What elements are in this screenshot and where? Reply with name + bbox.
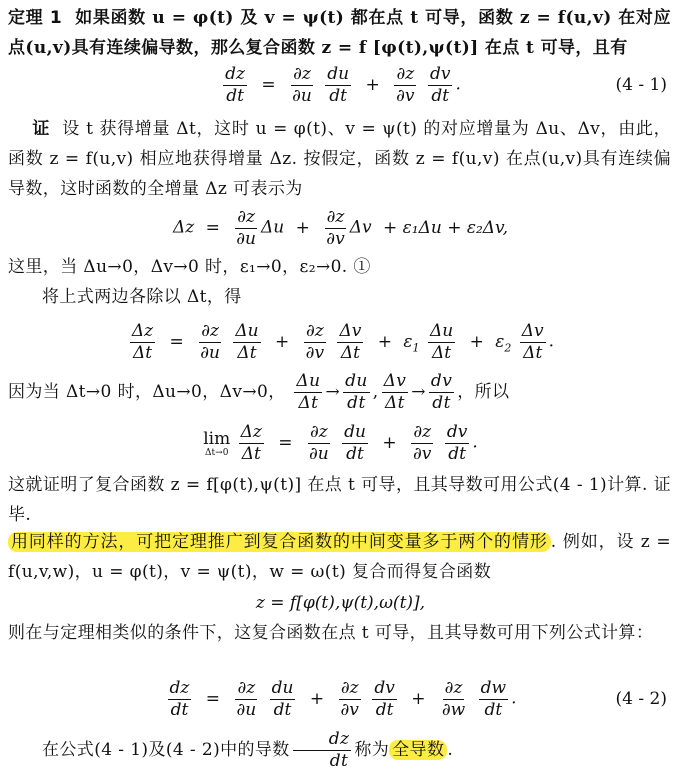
math-symbol: ∂u — [308, 443, 329, 464]
closing-paragraph: 在公式(4 - 1)及(4 - 2)中的导数 $\frac{dz}{dt}$ 称为 全导数 . — [42, 729, 454, 771]
math-symbol — [307, 423, 331, 463]
generalization-conditions: 则在与定理相类似的条件下，这复合函数在点 t 可导，且其导数可用下列公式计算： — [8, 623, 654, 643]
math-symbol: ∂z — [340, 677, 359, 698]
math-symbol: + — [377, 331, 393, 352]
math-symbol: ∂v — [305, 342, 325, 363]
math-symbol — [324, 208, 346, 248]
math-symbol: du — [271, 677, 294, 698]
math-symbol: Δt — [340, 342, 360, 363]
math-symbol — [203, 429, 230, 458]
math-symbol: dz — [169, 677, 190, 698]
math-symbol: Δu — [260, 217, 285, 238]
math-symbol — [445, 423, 470, 463]
math-symbol — [479, 679, 508, 719]
equation-number-4-2: (4 - 2) — [615, 689, 667, 709]
generalization-paragraph — [8, 527, 671, 587]
math-symbol — [130, 322, 155, 362]
math-symbol: ∂v — [413, 443, 432, 464]
math-symbol — [428, 65, 453, 105]
math-symbol: ∂u — [200, 342, 220, 363]
math-symbol: dt — [448, 443, 466, 464]
lim-subscript: Δt→0 — [205, 447, 229, 458]
math-symbol: dt — [431, 85, 450, 106]
math-symbol: dt — [329, 751, 349, 771]
math-symbol — [234, 208, 258, 248]
math-symbol: Δu — [235, 320, 259, 341]
proof-label: 证 — [32, 119, 51, 139]
math-symbol — [325, 65, 351, 105]
math-symbol: . — [548, 331, 555, 352]
math-symbol — [343, 372, 370, 412]
math-symbol: ∂v — [340, 699, 359, 720]
equation-4-1 — [0, 62, 681, 108]
math-symbol — [372, 679, 397, 719]
math-symbol — [168, 679, 192, 719]
math-symbol — [294, 372, 322, 412]
math-symbol: Δv — [349, 217, 372, 238]
math-symbol: dt — [346, 443, 364, 464]
math-symbol — [394, 65, 416, 105]
math-symbol — [428, 322, 455, 362]
math-symbol — [270, 679, 296, 719]
math-symbol: dv — [446, 421, 468, 442]
math-symbol: ∂z — [293, 63, 311, 84]
frac-total-derivative — [293, 730, 352, 770]
math-symbol: = — [261, 74, 276, 95]
math-symbol: + — [275, 331, 290, 352]
math-symbol: Δu — [296, 371, 321, 392]
equation-4-2 — [0, 675, 681, 723]
math-symbol: $\varepsilon_1$ — [403, 331, 420, 354]
math-symbol: dt — [170, 699, 189, 720]
math-symbol: ∂z — [444, 677, 463, 698]
math-symbol: lim — [203, 428, 231, 449]
math-symbol: ∂u — [236, 228, 256, 249]
proof-paragraph-2: 这里，当 Δu→0，Δv→0 时，ε₁→0，ε₂→0. ① — [8, 257, 371, 277]
math-symbol: ∂z — [237, 206, 255, 227]
math-symbol: Δt — [384, 393, 405, 413]
math-symbol: ∂v — [326, 228, 345, 249]
math-symbol: Δt — [432, 342, 452, 363]
math-symbol: ∂v — [396, 85, 415, 106]
equation-number-4-1: (4 - 1) — [615, 75, 667, 95]
frac-dz-dt — [223, 65, 247, 105]
highlighted-term: 全导数 — [389, 740, 447, 760]
math-symbol: dv — [374, 677, 395, 698]
math-symbol: dw — [480, 677, 507, 698]
math-symbol: dz — [293, 730, 352, 751]
proof-conclusion: 这就证明了复合函数 z = f[φ(t),ψ(t)] 在点 t 可导，且其导数可用公式(4 - 1)计算. 证毕. — [8, 475, 671, 525]
proof-paragraph-4: 因为当 Δt→0 时，Δu→0，Δv→0， $\frac{\Delta u}{\Delta t}$ → $\frac{du}{dt}$ , $\frac{\Delta v}{\Delta t}$ → $\frac{dv}{dt}$ ，所以 — [8, 371, 510, 413]
math-symbol — [411, 423, 433, 463]
math-symbol — [429, 372, 454, 412]
math-symbol: = — [205, 217, 220, 238]
math-symbol: ∂z — [309, 421, 328, 442]
math-symbol: ∂z — [305, 320, 324, 341]
theorem-paragraph — [8, 3, 671, 63]
math-symbol: = — [278, 432, 293, 453]
math-symbol: = — [169, 331, 184, 352]
math-symbol: . — [511, 688, 517, 709]
math-symbol: Δt — [237, 342, 257, 363]
math-symbol: Δt — [523, 342, 543, 363]
math-symbol: Δt — [241, 443, 261, 464]
math-symbol: + — [411, 688, 426, 709]
math-symbol — [382, 372, 409, 412]
math-symbol: dv — [429, 63, 451, 84]
proof-text-1: 设 t 获得增量 Δt，这时 u = φ(t)、v = ψ(t) 的对应增量为 Δu、Δv，由此，函数 z = f(u,v) 相应地获得增量 Δz. 按假定，函数 z = f(u,v) 在点(u,v)具有连续偏导数，这时函数的全增量 Δz 可表示为 — [8, 119, 672, 199]
math-symbol — [234, 679, 258, 719]
math-symbol — [239, 423, 264, 463]
math-symbol — [339, 679, 361, 719]
math-symbol: ∂z — [326, 206, 345, 227]
math-symbol — [520, 322, 546, 362]
math-symbol: dz — [225, 63, 245, 84]
math-symbol: dt — [432, 393, 451, 413]
math-symbol: Δv — [383, 371, 407, 392]
math-symbol: + — [295, 217, 310, 238]
math-symbol — [440, 679, 467, 719]
math-symbol: + — [365, 74, 380, 95]
math-symbol: Δv — [521, 320, 544, 341]
theorem-text: 如果函数 u = φ(t) 及 v = ψ(t) 都在点 t 可导，函数 z = f(u,v) 在对应点(u,v)具有连续偏导数，那么复合函数 z = f [φ(t),ψ(t)] 在点 t 可导，且有 — [8, 8, 671, 58]
math-symbol: + ε₁Δu + ε₂Δv, — [382, 217, 509, 238]
math-symbol: . — [472, 432, 478, 453]
math-symbol: Δz — [240, 421, 262, 442]
math-symbol: ∂u — [236, 699, 257, 720]
math-symbol: ∂w — [441, 699, 466, 720]
proof-paragraph-1 — [8, 114, 671, 204]
math-symbol — [233, 322, 260, 362]
math-symbol: Δu — [429, 320, 454, 341]
theorem-label: 定理 1 — [8, 8, 63, 28]
math-symbol: dt — [273, 699, 292, 720]
math-symbol: + — [382, 432, 397, 453]
math-symbol: dt — [484, 699, 503, 720]
equation-total-increment — [0, 204, 681, 252]
math-symbol: dt — [347, 393, 366, 413]
math-symbol: ∂z — [396, 63, 415, 84]
math-symbol: du — [345, 371, 368, 392]
math-symbol — [290, 65, 314, 105]
highlighted-text: 用同样的方法，可把定理推广到复合函数的中间变量多于两个的情形 — [8, 532, 551, 552]
math-symbol: ∂z — [413, 421, 432, 442]
math-symbol — [198, 322, 222, 362]
math-symbol: ∂z — [237, 677, 256, 698]
math-symbol: $\varepsilon_2$ — [495, 331, 512, 354]
math-symbol: dt — [375, 699, 394, 720]
math-symbol: + — [309, 688, 325, 709]
math-symbol: ∂u — [292, 85, 312, 106]
math-symbol: ∂z — [201, 320, 219, 341]
math-symbol: = — [205, 688, 221, 709]
generalization-text: . 例如，设 z = f(u,v,w)，u = φ(t)，v = ψ(t)，w = ω(t) 复合而得复合函数 — [8, 532, 671, 582]
math-symbol — [337, 322, 363, 362]
equation-composite: z = f[φ(t),ψ(t),ω(t)], — [255, 593, 426, 613]
math-symbol: Δv — [339, 320, 362, 341]
proof-paragraph-3: 将上式两边各除以 Δt，得 — [42, 287, 242, 307]
math-symbol: Δt — [132, 342, 153, 363]
equation-divided — [0, 318, 681, 366]
math-symbol: dt — [226, 85, 244, 106]
math-symbol: du — [327, 63, 350, 84]
math-symbol: Δz — [131, 320, 154, 341]
math-symbol: . — [455, 74, 461, 95]
math-symbol: du — [344, 421, 366, 442]
math-symbol — [304, 322, 326, 362]
math-symbol: dt — [329, 85, 347, 106]
equation-limit — [0, 418, 681, 468]
math-symbol: + — [469, 331, 484, 352]
math-symbol — [342, 423, 368, 463]
math-symbol: Δz — [172, 217, 195, 238]
math-symbol: dv — [430, 371, 453, 392]
math-symbol: Δt — [298, 393, 319, 413]
